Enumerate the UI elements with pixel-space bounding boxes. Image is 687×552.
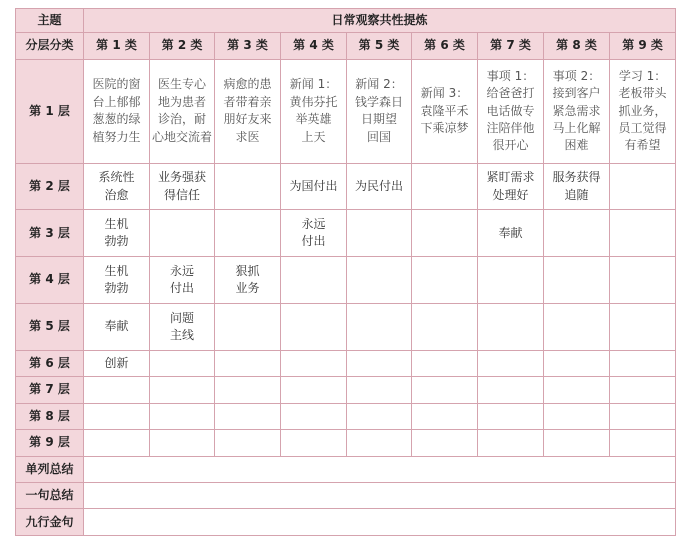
cell-text-line: 日期望	[360, 112, 397, 127]
layer-row-9	[16, 430, 676, 456]
cell-layer3-cat6	[412, 210, 478, 257]
header-category-4: 第 4 类	[281, 33, 347, 59]
cell-layer7-cat6	[412, 377, 478, 403]
cell-text-line: 奉献	[498, 225, 523, 240]
cell-layer4-cat3	[215, 257, 281, 304]
cell-layer8-cat9	[610, 403, 676, 429]
cell-layer9-cat4	[281, 430, 347, 456]
cell-text-line: 新闻 2：	[355, 77, 403, 92]
cell-layer4-cat6	[412, 257, 478, 304]
cell-layer3-cat4	[281, 210, 347, 257]
cell-layer8-cat3	[215, 403, 281, 429]
layer-row-1	[16, 59, 676, 163]
cell-text-line: 求医	[235, 129, 260, 144]
cell-text-line: 业务强获	[157, 170, 206, 185]
cell-layer8-cat6	[412, 403, 478, 429]
cell-layer5-cat5	[347, 304, 412, 351]
cell-text-line: 奉献	[104, 319, 129, 334]
cell-layer2-cat9	[610, 163, 676, 210]
cell-text-line: 主线	[169, 327, 194, 342]
cell-text-line: 困难	[564, 138, 589, 153]
header-category-9: 第 9 类	[610, 33, 676, 59]
cell-layer1-cat4	[281, 59, 347, 163]
cell-layer6-cat1	[84, 350, 150, 376]
cell-layer8-cat5	[347, 403, 412, 429]
layer-row-2	[16, 163, 676, 210]
cell-text-line: 上天	[301, 129, 326, 144]
cell-text-line: 生机	[104, 263, 129, 278]
cell-layer7-cat9	[610, 377, 676, 403]
cell-text-line: 系统性	[98, 170, 135, 185]
layer-label: 第 9 层	[16, 430, 84, 456]
cell-layer5-cat2	[150, 304, 215, 351]
layer-label: 第 3 层	[16, 210, 84, 257]
cell-layer6-cat9	[610, 350, 676, 376]
layer-row-3	[16, 210, 676, 257]
cell-layer4-cat8	[544, 257, 610, 304]
cell-text-line: 处理好	[492, 187, 529, 202]
cell-text-line: 付出	[169, 281, 194, 296]
cell-text-line: 地为患者	[157, 94, 206, 109]
cell-text-line: 业务	[235, 281, 260, 296]
cell-text-line: 医院的窗	[92, 77, 141, 92]
cell-layer1-cat1	[84, 59, 150, 163]
title-row-label: 主题	[16, 9, 84, 33]
header-row	[16, 33, 676, 59]
cell-layer1-cat2	[150, 59, 215, 163]
layer-label: 第 6 层	[16, 350, 84, 376]
cell-text-line: 心地交流着	[151, 129, 212, 144]
cell-text-line: 服务获得	[552, 170, 601, 185]
cell-layer4-cat4	[281, 257, 347, 304]
cell-layer9-cat7	[478, 430, 544, 456]
cell-text-line: 问题	[169, 310, 194, 325]
cell-layer5-cat1	[84, 304, 150, 351]
footer-content[interactable]	[84, 509, 676, 536]
cell-text-line: 电话做专	[486, 103, 535, 118]
cell-layer2-cat4	[281, 163, 347, 210]
cell-layer6-cat5	[347, 350, 412, 376]
cell-text-line: 永远	[301, 216, 326, 231]
cell-text-line: 台上郁郁	[92, 94, 141, 109]
cell-layer4-cat9	[610, 257, 676, 304]
cell-layer4-cat1	[84, 257, 150, 304]
cell-text-line: 诊治，耐	[157, 112, 206, 127]
cell-layer5-cat8	[544, 304, 610, 351]
cell-text-line: 付出	[301, 234, 326, 249]
cell-layer9-cat8	[544, 430, 610, 456]
cell-text-line: 回国	[366, 129, 391, 144]
cell-layer9-cat5	[347, 430, 412, 456]
cell-layer7-cat1	[84, 377, 150, 403]
header-category-8: 第 8 类	[544, 33, 610, 59]
cell-layer1-cat5	[347, 59, 412, 163]
header-category-3: 第 3 类	[215, 33, 281, 59]
cell-layer8-cat1	[84, 403, 150, 429]
cell-layer7-cat3	[215, 377, 281, 403]
footer-row-1	[16, 456, 676, 482]
cell-layer6-cat7	[478, 350, 544, 376]
cell-layer9-cat9	[610, 430, 676, 456]
layer-label: 第 4 层	[16, 257, 84, 304]
cell-text-line: 有希望	[624, 138, 661, 153]
cell-layer8-cat7	[478, 403, 544, 429]
cell-layer3-cat2	[150, 210, 215, 257]
cell-layer6-cat8	[544, 350, 610, 376]
layer-label: 第 1 层	[16, 59, 84, 163]
cell-text-line: 追随	[564, 187, 589, 202]
cell-layer3-cat5	[347, 210, 412, 257]
cell-layer1-cat7	[478, 59, 544, 163]
cell-layer8-cat8	[544, 403, 610, 429]
cell-text-line: 接到客户	[552, 86, 601, 101]
cell-text-line: 很开心	[492, 138, 529, 153]
cell-text-line: 老板带头	[618, 86, 667, 101]
header-category-6: 第 6 类	[412, 33, 478, 59]
layer-label: 第 5 层	[16, 304, 84, 351]
cell-layer2-cat5	[347, 163, 412, 210]
cell-layer9-cat6	[412, 430, 478, 456]
cell-layer2-cat8	[544, 163, 610, 210]
observation-table	[15, 8, 676, 536]
cell-layer5-cat7	[478, 304, 544, 351]
cell-layer2-cat2	[150, 163, 215, 210]
cell-text-line: 给爸爸打	[486, 86, 535, 101]
cell-layer2-cat3	[215, 163, 281, 210]
cell-layer1-cat3	[215, 59, 281, 163]
cell-text-line: 紧急需求	[552, 103, 601, 118]
cell-layer5-cat4	[281, 304, 347, 351]
footer-label: 单列总结	[16, 456, 84, 482]
footer-label: 一句总结	[16, 482, 84, 508]
footer-row-3	[16, 509, 676, 536]
cell-text-line: 植努力生	[92, 129, 141, 144]
cell-layer3-cat9	[610, 210, 676, 257]
layer-row-6	[16, 350, 676, 376]
header-category-2: 第 2 类	[150, 33, 215, 59]
cell-layer5-cat6	[412, 304, 478, 351]
cell-layer3-cat3	[215, 210, 281, 257]
cell-text-line: 者带着亲	[223, 94, 272, 109]
layer-label: 第 8 层	[16, 403, 84, 429]
layer-label: 第 2 层	[16, 163, 84, 210]
layer-label: 第 7 层	[16, 377, 84, 403]
footer-row-2	[16, 482, 676, 508]
cell-layer9-cat1	[84, 430, 150, 456]
cell-layer3-cat1	[84, 210, 150, 257]
cell-layer6-cat6	[412, 350, 478, 376]
cell-layer6-cat4	[281, 350, 347, 376]
cell-text-line: 事项 2：	[552, 68, 601, 83]
cell-text-line: 治愈	[104, 187, 129, 202]
header-category-5: 第 5 类	[347, 33, 412, 59]
cell-text-line: 为国付出	[289, 178, 338, 193]
cell-layer8-cat2	[150, 403, 215, 429]
header-corner: 分层分类	[16, 33, 84, 59]
footer-label: 九行金句	[16, 509, 84, 536]
footer-content[interactable]	[84, 456, 676, 482]
footer-content[interactable]	[84, 482, 676, 508]
cell-layer4-cat2	[150, 257, 215, 304]
cell-text-line: 得信任	[163, 187, 200, 202]
cell-text-line: 新闻 3：	[420, 86, 469, 101]
cell-layer7-cat4	[281, 377, 347, 403]
cell-layer5-cat9	[610, 304, 676, 351]
cell-layer8-cat4	[281, 403, 347, 429]
header-category-7: 第 7 类	[478, 33, 544, 59]
cell-text-line: 钱学森日	[354, 94, 403, 109]
cell-text-line: 病愈的患	[223, 77, 272, 92]
cell-layer7-cat5	[347, 377, 412, 403]
cell-layer1-cat8	[544, 59, 610, 163]
layer-row-8	[16, 403, 676, 429]
cell-text-line: 下乘凉梦	[420, 120, 469, 135]
cell-layer7-cat2	[150, 377, 215, 403]
cell-layer2-cat7	[478, 163, 544, 210]
cell-text-line: 葱葱的绿	[92, 112, 141, 127]
cell-text-line: 马上化解	[552, 120, 601, 135]
cell-text-line: 新闻 1：	[289, 77, 338, 92]
cell-layer5-cat3	[215, 304, 281, 351]
cell-text-line: 注陪伴他	[486, 120, 535, 135]
cell-layer4-cat7	[478, 257, 544, 304]
cell-layer2-cat1	[84, 163, 150, 210]
cell-text-line: 为民付出	[354, 178, 403, 193]
cell-layer3-cat7	[478, 210, 544, 257]
cell-layer2-cat6	[412, 163, 478, 210]
cell-text-line: 勃勃	[104, 234, 129, 249]
cell-layer1-cat6	[412, 59, 478, 163]
cell-layer7-cat8	[544, 377, 610, 403]
cell-layer6-cat3	[215, 350, 281, 376]
title-row	[16, 9, 676, 33]
cell-text-line: 永远	[169, 263, 194, 278]
cell-text-line: 袁隆平禾	[420, 103, 469, 118]
cell-text-line: 狠抓	[235, 263, 260, 278]
cell-layer9-cat3	[215, 430, 281, 456]
cell-text-line: 朋好友来	[223, 112, 272, 127]
cell-text-line: 创新	[104, 355, 129, 370]
cell-text-line: 生机	[104, 216, 129, 231]
table-title: 日常观察共性提炼	[84, 9, 676, 33]
header-category-1: 第 1 类	[84, 33, 150, 59]
cell-text-line: 举英雄	[295, 112, 332, 127]
layer-row-5	[16, 304, 676, 351]
cell-layer9-cat2	[150, 430, 215, 456]
layer-row-4	[16, 257, 676, 304]
cell-layer3-cat8	[544, 210, 610, 257]
layer-row-7	[16, 377, 676, 403]
cell-text-line: 员工觉得	[618, 120, 667, 135]
cell-text-line: 学习 1：	[618, 68, 667, 83]
cell-text-line: 医生专心	[157, 77, 206, 92]
table-body	[16, 9, 676, 536]
cell-layer4-cat5	[347, 257, 412, 304]
cell-text-line: 紧盯需求	[486, 170, 535, 185]
cell-text-line: 抓业务，	[618, 103, 667, 118]
cell-layer6-cat2	[150, 350, 215, 376]
cell-layer1-cat9	[610, 59, 676, 163]
cell-text-line: 勃勃	[104, 281, 129, 296]
cell-text-line: 黄伟芬托	[289, 94, 338, 109]
cell-layer7-cat7	[478, 377, 544, 403]
cell-text-line: 事项 1：	[486, 68, 535, 83]
